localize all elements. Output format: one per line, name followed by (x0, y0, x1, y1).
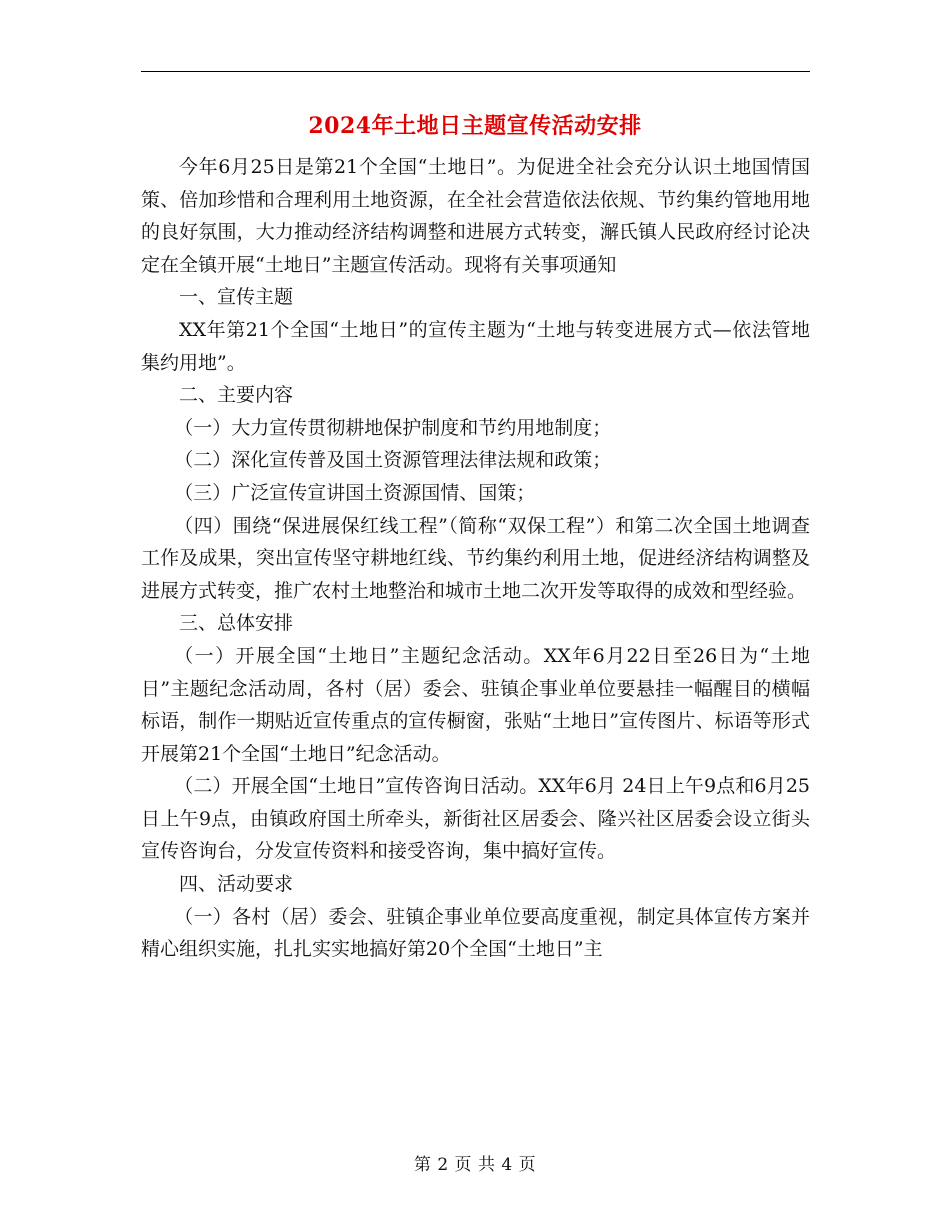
document-body (141, 151, 810, 966)
content-item-3: （三）广泛宣传宣讲国土资源国情、国策； (174, 481, 536, 504)
content-item-1: （一）大力宣传贯彻耕地保护制度和节约用地制度； (174, 416, 612, 439)
section-heading-content: 二、主要内容 (179, 384, 294, 407)
arrangement-item-2: （二）开展全国“土地日”宣传咨询日活动。XX年6月 24日上午9点和6月25日上午9点，由镇政府国土所牵头，新街社区居委会、隆兴社区居委会设立街头宣传咨询台，分发宣传资料和接受咨询，集中搞好宣传。 (141, 775, 810, 863)
document-title: 2024年土地日主题宣传活动安排 (308, 113, 642, 139)
content-item-4: （四）围绕“保进展保红线工程”（简称“双保工程”）和第二次全国土地调查工作及成果，突出宣传坚守耕地红线、节约集约利用土地，促进经济结构调整及进展方式转变，推广农村土地整治和城市土地二次开发等取得的成效和型经验。 (141, 514, 810, 602)
theme-paragraph: XX年第21个全国“土地日”的宣传主题为“土地与转变进展方式—依法管地集约用地”。 (141, 318, 810, 374)
header-rule (141, 71, 810, 72)
intro-paragraph: 今年6月25日是第21个全国“土地日”。为促进全社会充分认识土地国情国策、倍加珍惜和合理利用土地资源，在全社会营造依法依规、节约集约管地用地的良好氛围，大力推动经济结构调整和进展方式转变，澥氏镇人民政府经讨论决定在全镇开展“土地日”主题宣传活动。现将有关事项通知 (141, 156, 810, 276)
section-heading-requirements: 四、活动要求 (179, 873, 294, 896)
section-heading-theme: 一、宣传主题 (179, 286, 294, 309)
requirement-item-1: （一）各村（居）委会、驻镇企事业单位要高度重视，制定具体宣传方案并精心组织实施，扎扎实实地搞好第20个全国“土地日”主 (141, 905, 810, 961)
content-item-2: （二）深化宣传普及国土资源管理法律法规和政策； (174, 449, 612, 472)
arrangement-item-1: （一）开展全国“土地日”主题纪念活动。XX年6月22日至26日为“土地日”主题纪念活动周，各村（居）委会、驻镇企事业单位要悬挂一幅醒目的横幅标语，制作一期贴近宣传重点的宣传橱窗，张贴“土地日”宣传图片、标语等形式开展第21个全国“土地日”纪念活动。 (141, 644, 810, 765)
section-heading-arrangement: 三、总体安排 (179, 612, 294, 635)
page-number-footer: 第 2 页 共 4 页 (413, 1155, 537, 1175)
